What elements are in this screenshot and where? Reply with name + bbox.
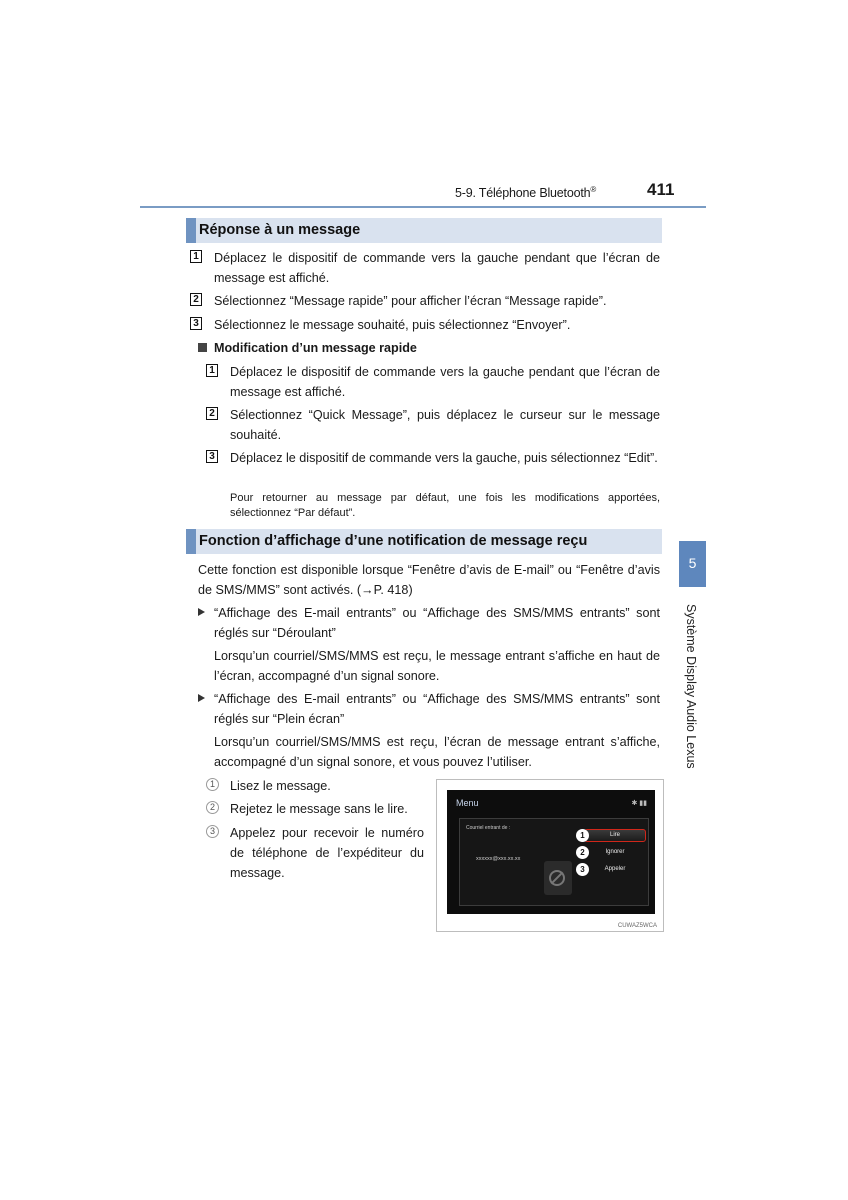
sender-address: xxxxxx@xxx.xx.xx [476,856,521,862]
step-1: 1 Déplacez le dispositif de commande vers la gauche pendant que l’écran de message est affiché. [190,248,660,288]
option-number-3: 3 [576,863,589,876]
callout-2: 2 Rejetez le message sans le lire. [206,799,428,819]
image-code: CUWAZ5WCA [617,923,657,929]
chapter-tab-number: 5 [679,541,706,587]
callout-3: 3 Appelez pour recevoir le numéro de téléphone de l’expéditeur du message. [206,823,424,883]
intro-paragraph: Cette fonction est disponible lorsque “Fenêtre d’avis de E-mail” ou “Fenêtre d’avis de SMS/MMS” sont activés. (→P. 418) [198,563,660,597]
ignore-option[interactable]: Ignorer [605,849,625,855]
option-number-2: 2 [576,846,589,859]
triangle-bullet-icon [198,608,205,616]
square-bullet-icon [198,343,207,352]
display-screen [447,790,655,914]
callout-1: 1 Lisez le message. [206,776,428,796]
running-header: 5-9. Téléphone Bluetooth® [455,185,597,201]
chapter-tab-label: Système Display Audio Lexus [684,604,698,769]
call-option[interactable]: Appeler [604,866,626,872]
bullet-fullscreen-body: Lorsqu’un courriel/SMS/MMS est reçu, l’écran de message entrant s’affiche, accompagné d’un signal sonore, et vous pouvez l’utiliser. [214,735,660,769]
option-number-1: 1 [576,829,589,842]
subheading-quick-message: Modification d’un message rapide [198,338,417,358]
page-number: 411 [647,180,675,199]
triangle-bullet-icon [198,694,205,702]
step-3: 3 Sélectionnez le message souhaité, puis sélectionnez “Envoyer”. [190,315,660,335]
note-default: Pour retourner au message par défaut, une fois les modifications apportées, sélectionnez “Par défaut”. [230,492,660,519]
signal-icon: ✱ ▮▮ [631,800,647,807]
header-rule [140,206,706,208]
incoming-message-panel [459,818,649,906]
panel-title: Courriel entrant de : [466,825,511,831]
screen-illustration [436,779,664,932]
section-heading-reply: Réponse à un message [186,218,662,243]
substep-3: 3 Déplacez le dispositif de commande vers la gauche, puis sélectionnez “Edit”. [206,448,660,488]
bullet-scrolling: “Affichage des E-mail entrants” ou “Affichage des SMS/MMS entrants” sont réglés sur “Déroulant” [198,603,660,645]
bullet-scrolling-body: Lorsqu’un courriel/SMS/MMS est reçu, le message entrant s’affiche en haut de l’écran, accompagné d’un signal sonore. [214,649,660,683]
step-2: 2 Sélectionnez “Message rapide” pour afficher l’écran “Message rapide”. [190,291,660,311]
menu-label: Menu [456,798,479,808]
no-image-icon [544,861,572,895]
substep-2: 2 Sélectionnez “Quick Message”, puis déplacez le curseur sur le message souhaité. [206,405,660,445]
bullet-fullscreen: “Affichage des E-mail entrants” ou “Affichage des SMS/MMS entrants” sont réglés sur “Plein écran” [198,689,660,731]
substep-1: 1 Déplacez le dispositif de commande vers la gauche pendant que l’écran de message est affiché. [206,362,660,402]
read-option[interactable]: Lire [584,829,646,842]
section-heading-notification: Fonction d’affichage d’une notification de message reçu [186,529,662,554]
